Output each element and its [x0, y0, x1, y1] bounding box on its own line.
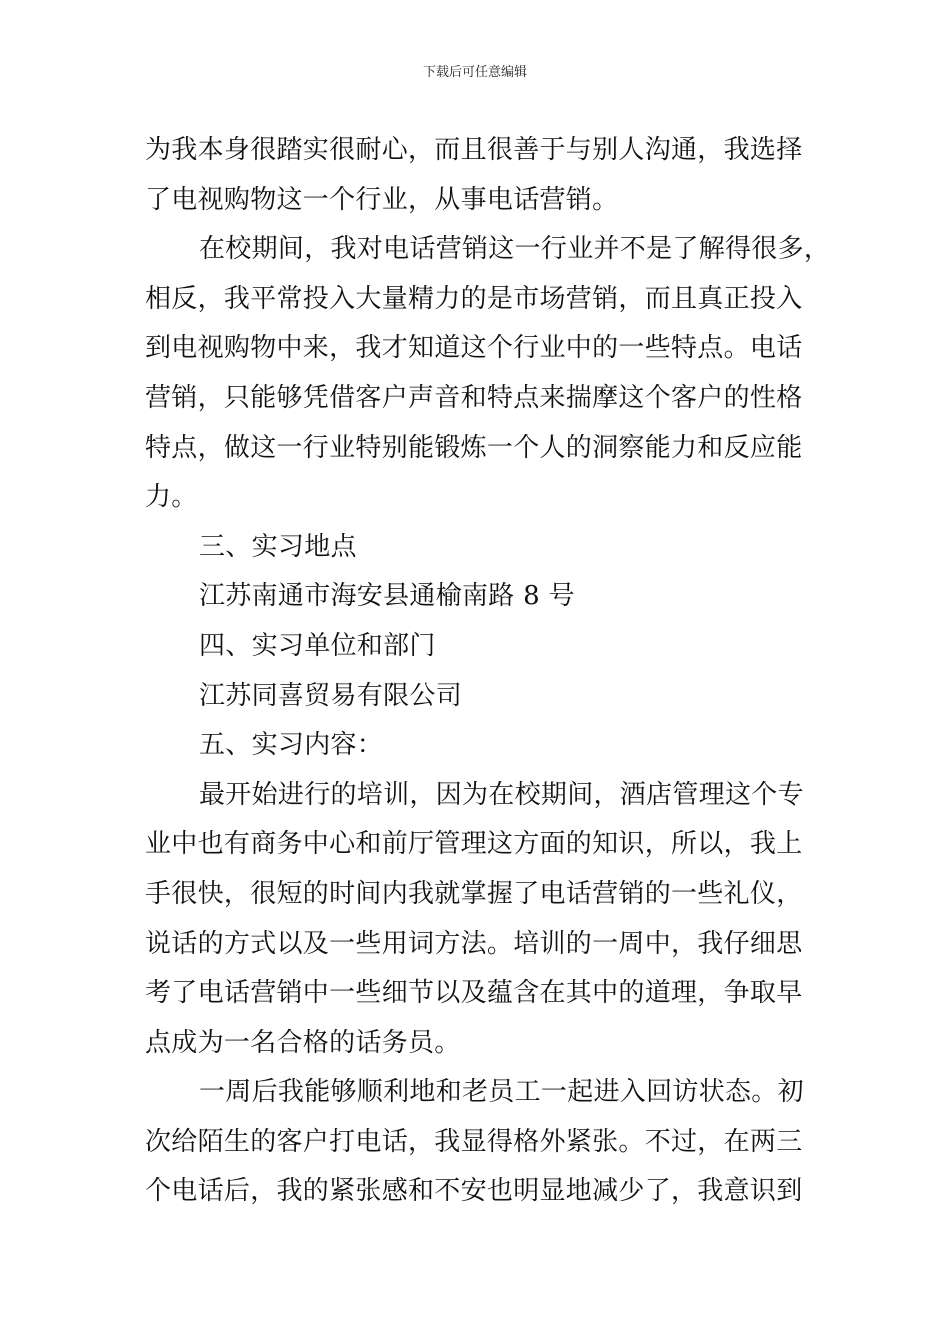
text-line: 到电视购物中来，我才知道这个行业中的一些特点。电话 — [145, 333, 803, 364]
text-line: 相反，我平常投入大量精力的是市场营销，而且真正投入 — [145, 283, 803, 314]
text-line: 点成为一名合格的话务员。 — [145, 1027, 461, 1058]
text-line: 力。 — [145, 482, 198, 513]
text-line: 为我本身很踏实很耐心，而且很善于与别人沟通，我选择 — [145, 135, 803, 165]
paragraph-start: 最开始进行的培训，因为在校期间，酒店管理这个专 — [199, 779, 804, 810]
text-line: 营销，只能够凭借客户声音和特点来揣摩这个客户的性格 — [145, 382, 803, 413]
address-line: 江苏南通市海安县通榆南路 8 号 — [199, 581, 575, 612]
paragraph-start: 一周后我能够顺利地和老员工一起进入回访状态。初 — [199, 1077, 804, 1108]
text-line: 特点，做这一行业特别能锻炼一个人的洞察能力和反应能 — [145, 432, 803, 463]
text-line: 个电话后，我的紧张感和不安也明显地减少了，我意识到 — [145, 1176, 803, 1207]
text-line: 考了电话营销中一些细节以及蕴含在其中的道理，争取早 — [145, 978, 803, 1009]
section-heading: 三、实习地点 — [199, 531, 357, 562]
text-line: 手很快，很短的时间内我就掌握了电话营销的一些礼仪， — [145, 878, 803, 909]
text-line: 说话的方式以及一些用词方法。培训的一周中，我仔细思 — [145, 928, 803, 959]
text-line: 次给陌生的客户打电话，我显得格外紧张。不过，在两三 — [145, 1126, 803, 1157]
section-heading: 五、实习内容： — [199, 730, 384, 761]
paragraph-start: 在校期间，我对电话营销这一行业并不是了解得很多， — [199, 234, 831, 265]
page-header: 下载后可任意编辑 — [422, 65, 527, 80]
company-name: 江苏同喜贸易有限公司 — [199, 680, 463, 711]
text-line: 业中也有商务中心和前厅管理这方面的知识，所以，我上 — [145, 829, 803, 860]
document-body — [145, 126, 831, 1217]
section-heading: 四、实习单位和部门 — [199, 630, 436, 661]
text-line: 了电视购物这一个行业，从事电话营销。 — [145, 184, 619, 215]
